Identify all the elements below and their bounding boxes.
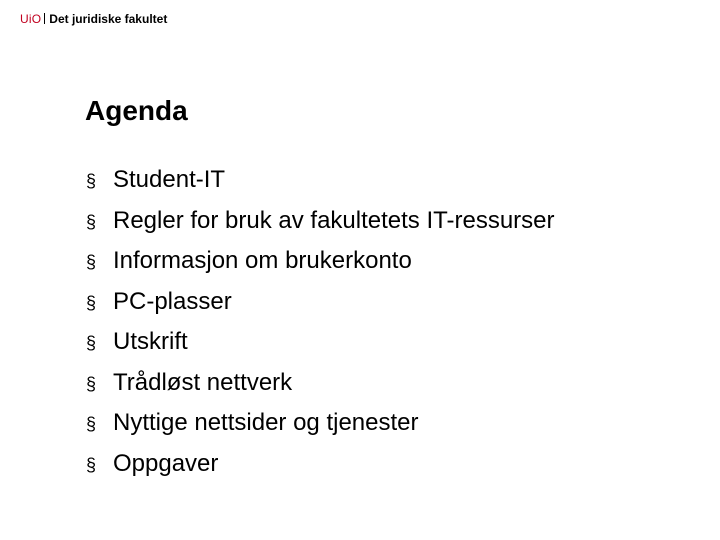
section-bullet-icon: § xyxy=(86,171,97,191)
agenda-item-label: Utskrift xyxy=(113,328,188,355)
agenda-item xyxy=(86,405,555,446)
agenda-item-label: Informasjon om brukerkonto xyxy=(113,247,412,274)
agenda-item-label: Student-IT xyxy=(113,166,226,193)
agenda-item xyxy=(86,243,555,284)
agenda-item xyxy=(86,203,555,244)
section-bullet-icon: § xyxy=(86,414,97,434)
section-bullet-icon: § xyxy=(86,211,97,232)
section-bullet-icon: § xyxy=(86,373,97,394)
header xyxy=(20,12,167,26)
agenda-item xyxy=(86,446,555,487)
agenda-item-label: Oppgaver xyxy=(113,449,219,477)
agenda-item-label: Regler for bruk av fakultetets IT-ressurser xyxy=(113,206,555,234)
agenda-item xyxy=(86,324,555,365)
section-bullet-icon: § xyxy=(86,292,97,313)
section-bullet-icon: § xyxy=(86,252,97,272)
agenda-item-label: Nyttige nettsider og tjenester xyxy=(113,409,419,436)
agenda-item xyxy=(86,365,555,406)
section-bullet-icon: § xyxy=(86,454,97,475)
section-bullet-icon: § xyxy=(86,333,97,353)
agenda-item xyxy=(86,162,555,203)
agenda-list xyxy=(86,162,555,486)
agenda-item-label: PC-plasser xyxy=(113,287,232,315)
faculty-name: Det juridiske fakultet xyxy=(49,12,168,26)
agenda-item xyxy=(86,284,555,325)
header-divider xyxy=(44,13,45,24)
slide-title: Agenda xyxy=(85,95,188,126)
agenda-item-label: Trådløst nettverk xyxy=(113,368,293,396)
uio-logo: UiO xyxy=(20,12,42,26)
